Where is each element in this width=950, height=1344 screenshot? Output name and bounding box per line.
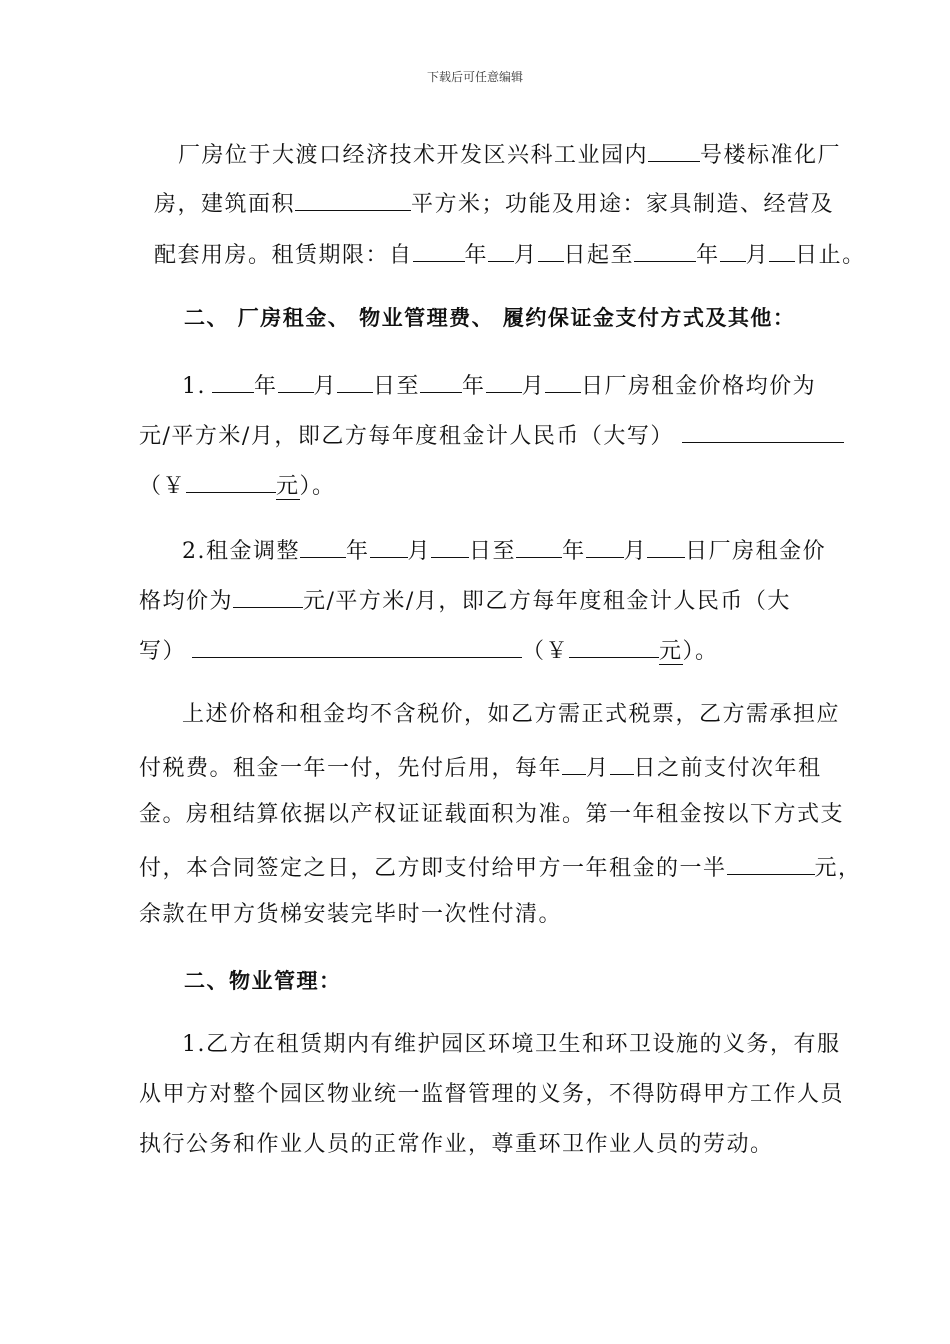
blank-field xyxy=(337,370,373,393)
blank-field xyxy=(413,239,465,262)
text: 租金调整 xyxy=(206,539,301,564)
blank-field xyxy=(538,239,564,262)
paragraph-line xyxy=(178,139,841,169)
text: 月 xyxy=(623,539,648,564)
blank-field xyxy=(295,188,411,211)
text: 日至 xyxy=(373,374,421,399)
text: 配套用房。租赁期限：自 xyxy=(154,243,413,268)
text: 年 xyxy=(254,374,278,399)
text: 日厂房租金价格均价为 xyxy=(581,374,817,399)
text: ）。 xyxy=(299,474,336,499)
text: 格均价为 xyxy=(139,589,234,614)
text: 月 xyxy=(745,243,770,268)
section-heading: 二、物业管理： xyxy=(184,968,342,993)
paragraph-line: 余款在甲方货梯安装完毕时一次性付清。 xyxy=(139,902,563,927)
blank-field xyxy=(769,239,795,262)
text: 月 xyxy=(586,756,610,781)
text: 年 xyxy=(346,539,370,564)
paragraph-line xyxy=(139,852,862,882)
paragraph-line: 从甲方对整个园区物业统一监督管理的义务，不得防碍甲方工作人员 xyxy=(139,1082,845,1107)
blank-field xyxy=(488,239,514,262)
blank-field xyxy=(586,535,624,558)
text: 付税费。租金一年一付，先付后用，每年 xyxy=(139,756,563,781)
text: 平方米；功能及用途：家具制造、经营及 xyxy=(411,192,835,217)
blank-field xyxy=(212,370,254,393)
paragraph-line: 执行公务和作业人员的正常作业，尊重环卫作业人员的劳动。 xyxy=(139,1132,774,1157)
blank-field xyxy=(569,635,659,658)
paragraph-line: 金。房租结算依据以产权证证载面积为准。第一年租金按以下方式支 xyxy=(139,802,845,827)
text: 年 xyxy=(562,539,586,564)
text: 月 xyxy=(407,539,432,564)
text: 日之前支付次年租 xyxy=(633,756,822,781)
blank-field xyxy=(727,852,815,875)
text: 月 xyxy=(521,374,546,399)
text: 年 xyxy=(464,243,489,268)
blank-field xyxy=(370,535,408,558)
text: 年 xyxy=(696,243,720,268)
text: 元/平方米/月，即乙方每年度租金计人民币（大写） xyxy=(139,424,674,449)
blank-field xyxy=(431,535,469,558)
text: 号楼标准化厂 xyxy=(700,143,842,168)
blank-field xyxy=(720,239,746,262)
text: 日至 xyxy=(469,539,517,564)
text: 日厂房租金价 xyxy=(685,539,827,564)
text: 日止。 xyxy=(795,243,866,268)
blank-field xyxy=(562,752,586,775)
text: 日起至 xyxy=(563,243,635,268)
text: 年 xyxy=(462,374,486,399)
blank-field xyxy=(648,139,700,162)
blank-field xyxy=(186,470,276,493)
paragraph-line xyxy=(182,370,816,400)
text: 房，建筑面积 xyxy=(154,192,296,217)
paragraph-line xyxy=(182,535,826,565)
text: 付，本合同签定之日，乙方即支付给甲方一年租金的一半 xyxy=(139,856,727,881)
text: ）。 xyxy=(682,639,719,664)
blank-field xyxy=(192,635,522,658)
section-heading: 二、 厂房租金、 物业管理费、 履约保证金支付方式及其他： xyxy=(184,305,796,330)
blank-field xyxy=(516,535,562,558)
paragraph-line xyxy=(139,420,844,450)
blank-field xyxy=(610,752,634,775)
blank-field xyxy=(647,535,685,558)
paragraph-line xyxy=(154,239,866,269)
paragraph-line xyxy=(139,752,822,782)
blank-field xyxy=(486,370,522,393)
blank-field xyxy=(634,239,696,262)
text: （￥ xyxy=(522,639,570,664)
text: 厂房位于大渡口经济技术开发区兴科工业园内 xyxy=(178,143,649,168)
list-number: 2. xyxy=(182,539,206,564)
paragraph-line xyxy=(139,585,791,615)
text: 元/平方米/月，即乙方每年度租金计人民币（大 xyxy=(303,589,791,614)
paragraph-line: 1.乙方在租赁期内有维护园区环境卫生和环卫设施的义务，有服 xyxy=(182,1032,841,1057)
blank-field xyxy=(545,370,581,393)
text: 元， xyxy=(814,856,862,881)
text: 元 xyxy=(276,474,300,499)
page-header: 下载后可任意编辑 xyxy=(426,70,523,84)
list-number: 1. xyxy=(182,374,206,399)
text: 月 xyxy=(514,243,538,268)
text: 写） xyxy=(139,639,187,664)
paragraph-line xyxy=(139,635,719,665)
blank-field xyxy=(420,370,462,393)
paragraph-line xyxy=(139,470,336,500)
text: 月 xyxy=(313,374,338,399)
blank-field xyxy=(300,535,346,558)
text: 元 xyxy=(659,639,683,664)
paragraph-line xyxy=(154,188,834,218)
paragraph-line: 上述价格和租金均不含税价，如乙方需正式税票，乙方需承担应 xyxy=(182,702,841,727)
blank-field xyxy=(682,420,844,443)
text: （￥ xyxy=(139,474,187,499)
blank-field xyxy=(233,585,303,608)
blank-field xyxy=(278,370,314,393)
